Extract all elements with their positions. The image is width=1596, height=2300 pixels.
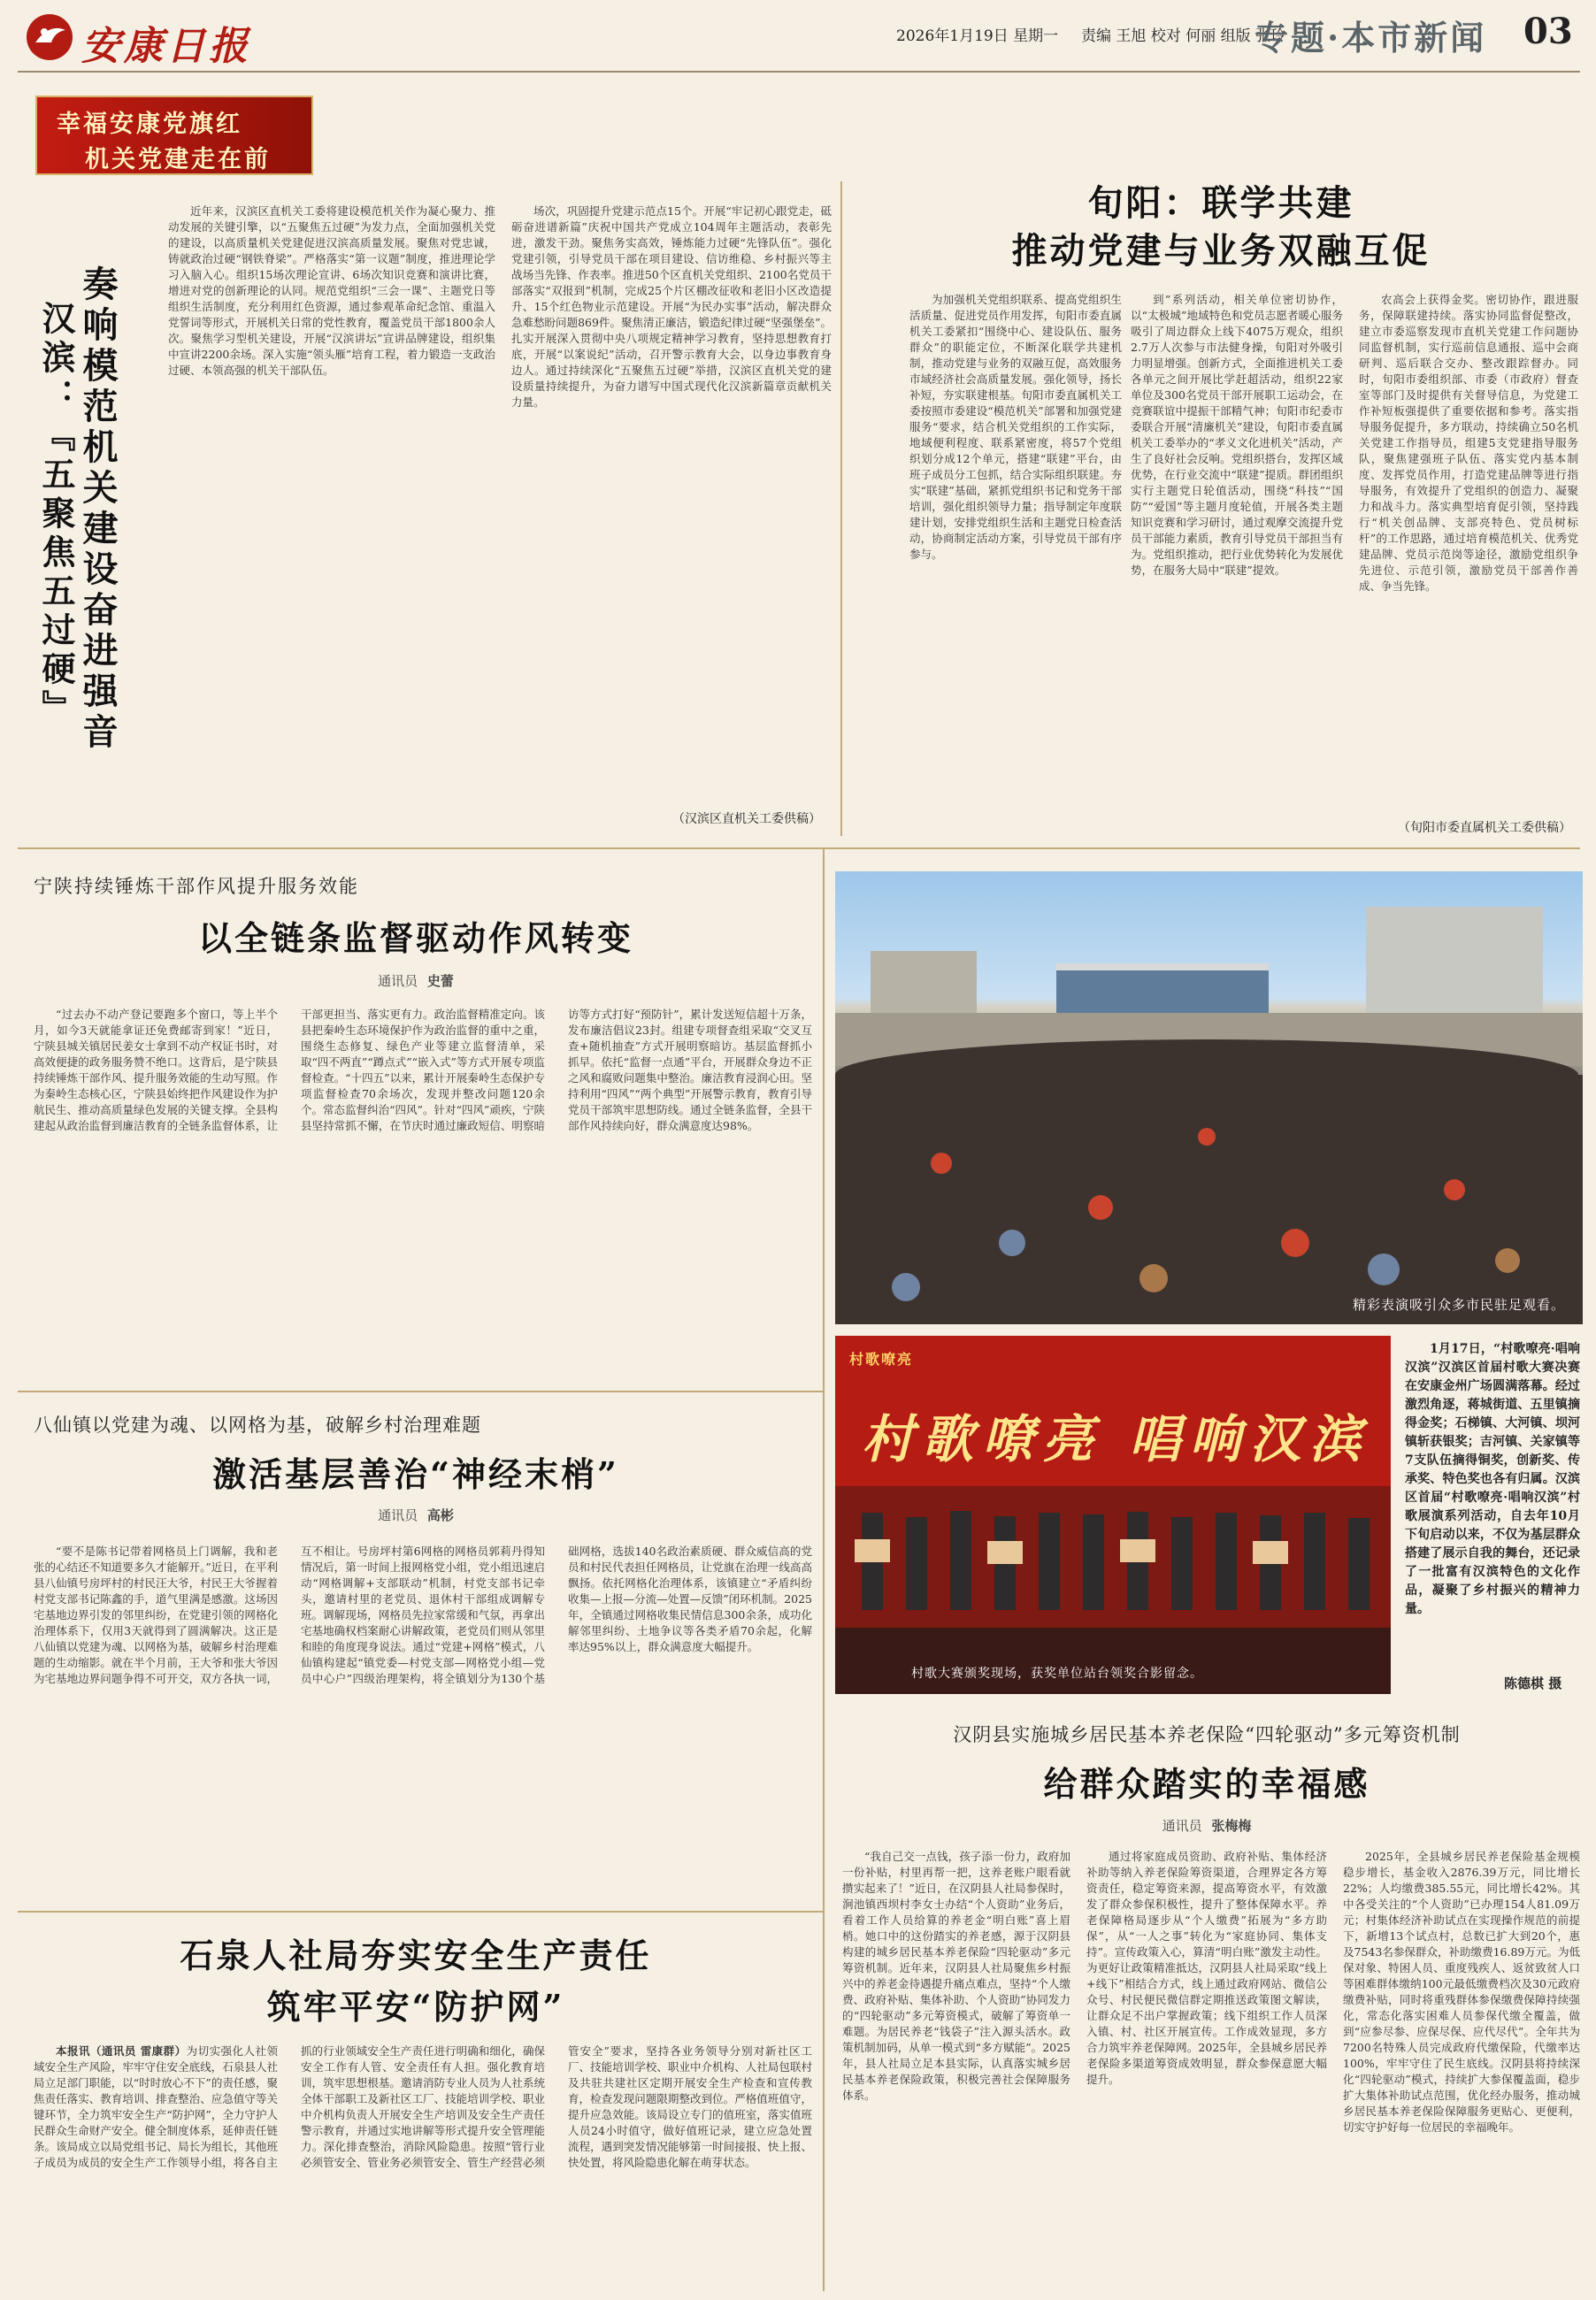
- article3-body: [34, 1007, 812, 1378]
- article6-column-1: [842, 1849, 1070, 2284]
- photo-caption-text: 1月17日，“村歌嘹亮·唱响汉滨”汉滨区首届村歌大赛决赛在安康金州广场圆满落幕。经过激烈角逐，蒋城街道、五里镇摘得金奖；石梯镇、大河镇、坝河镇斩获银奖；吉河镇、关家镇等7支队伍摘得铜奖，创新奖、传承奖、特色奖也各有归属。汉滨区首届“村歌嘹亮·唱响汉滨”村歌展演系列活动，自去年10月下旬启动以来，不仅为基层群众搭建了展示自我的舞台，还记录了一批富有汉滨特色的文化作品，凝聚了乡村振兴的精神力量。: [1405, 1342, 1580, 1616]
- crowd-scene-icon: [835, 871, 1583, 1324]
- article3-kicker: 宁陕持续锤炼干部作风提升服务效能: [34, 876, 359, 897]
- article6-text-2: 通过将家庭成员资助、政府补贴、集体经济补助等纳入养老保险筹资渠道，合理界定各方筹资责任，稳定筹资来源，提高筹资水平，有效激发了群众参保积极性，提升了整体保障水平。养老保障格局逐步从“个人缴费”拓展为“多方助保”，从“一人之事”转化为“家庭协同、集体支持”。宣传政策入心，算清“明白账”激发主动性。为更好让政策精准抵达，汉阴县人社局采取“线上+线下”相结合方式，线上通过政府网站、微信公众号、村民便民微信群定期推送政策图文解读，让群众足不出户掌握政策；线下组织工作人员深入镇、村、社区开展宣传。工作成效显现，多方合力筑牢养老保障网。2025年，全县城乡居民养老保险多渠道筹资成效明显，群众参保意愿大幅提升。: [1086, 1850, 1327, 2086]
- article1-column-1: [168, 203, 495, 836]
- article2-title-line1: 旬阳：联学共建: [1087, 182, 1354, 224]
- article5-body: [34, 2043, 812, 2287]
- article4-byline: [18, 1506, 814, 1524]
- article1-title: 奏响模范机关建设奋进强音: [77, 265, 119, 754]
- vertical-divider-bottom: [823, 849, 825, 2291]
- article2-title-line2: 推动党建与业务双融互促: [1011, 230, 1431, 272]
- article6-text-3: 2025年，全县城乡居民养老保险基金规模稳步增长，基金收入2876.39万元，同比增长22%；人均缴费385.55元，同比增长42%。其中各受关注的“个人资助”已办理154人81.09万元；村集体经济补助试点在实现操作规范的前提下，新增13个试点村，总数已扩大到20个，惠及7543名参保群众，补助缴费16.89万元。为低保对象、特困人员、重度残疾人、返贫致贫人口等困难群体缴纳100元最低缴费档次及30元政府缴费补贴，同时将重残群体参保缴费保障持续强化，常态化落实困难人员参保代缴全覆盖，做到“应参尽参、应保尽保、应代尽代”。全年共为7200名特殊人员完成政府代缴保险，代缴率达100%，牢牢守住了民生底线。汉阴县将持续深化“四轮驱动”模式，持续扩大参保覆盖面，稳步扩大集体补助试点范围，优化经办服务，推动城乡居民基本养老保险保障服务更贴心、更便利，切实守护好每一位居民的幸福晚年。: [1343, 1850, 1580, 2134]
- article1-subtitle: 汉滨：『五聚焦五过硬』: [36, 301, 76, 729]
- article5-title-line2: 筑牢平安“防护网”: [266, 1987, 565, 2027]
- article5-paragraph: [34, 2043, 812, 2171]
- article6-text-1: “我自己交一点钱，孩子添一份力，政府加一份补贴，村里再帮一把，这养老账户眼看就攒实起来了！”近日，在汉阴县人社局参保时，涧池镇西坝村李女士办结“个人资助”业务后，看着工作人员给算的养老金“明白账”喜上眉梢。她口中的这份踏实的养老感，源于汉阴县构建的城乡居民基本养老保险“四轮驱动”多元筹资机制。近年来，汉阴县人社局聚焦乡村振兴中的养老金待遇提升痛点难点，坚持“个人缴费、政府补贴、集体补助、个人资助”协同发力的“四轮驱动”多元筹资模式，破解了筹资单一难题。为居民养老“钱袋子”注入源头活水。政策机制加码，从单一模式到“多方赋能”。2025年，县人社局立足本县实际，认真落实城乡居民基本养老保险政策，积极完善社会保障服务体系。: [842, 1850, 1070, 2102]
- date-line: 2026年1月19日 星期一: [896, 27, 1059, 45]
- article5-text: 为切实强化人社领域安全生产风险，牢牢守住安全底线，石泉县人社局立足部门职能，以“时时放心不下”的责任感，聚焦责任落实、教育培训、排查整治、应急值守等关键环节，全力筑牢安全生产“防护网”，全力守护人民群众生命财产安全。健全制度体系，延伸责任链条。该局成立以局党组书记、局长为组长，其他班子成员为成员的安全生产工作领导小组，将各自主抓的行业领域安全生产责任进行明确和细化，确保安全工作有人管、安全责任有人担。强化教育培训，筑牢思想根基。邀请消防专业人员为人社系统全体干部职工及新社区工厂、技能培训学校、职业中介机构负责人开展安全生产培训及安全生产责任警示教育，并通过实地讲解等形式提升安全管理能力。深化排查整治，消除风险隐患。按照“管行业必须管安全、管业务必须管安全、管生产经营必须管安全”要求，坚持各业务领导分别对新社区工厂、技能培训学校、职业中介机构、人社局包联村及共驻共建社区定期开展安全生产检查和宣传教育，检查发现问题限期整改到位。严格值班值守，提升应急效能。该局设立专门的值班室，落实值班人员24小时值守，做好值班记录，建立应急处置流程，遇到突发情况能够第一时间接报、快上报、快处置，将风险隐患化解在萌芽状态。: [34, 2044, 812, 2169]
- article4-text: “要不是陈书记带着网格员上门调解，我和老张的心结还不知道要多久才能解开。”近日，在平利县八仙镇号房坪村的村民汪大爷，村民王大爷握着村党支部书记陈鑫的手，道气里满是感激。这场因宅基地边界引发的邻里纠纷，在党建引领的网格化治理体系下，仅用3天就得到了圆满解决。这正是八仙镇以党建为魂、以网格为基，破解乡村治理难题的生动缩影。就在半个月前，王大爷和张大爷因为宅基地边界问题争得不可开交，双方各执一词，互不相让。号房坪村第6网格的网格员郭莉丹得知情况后，第一时间上报网格党小组，党小组迅速启动“网格调解+支部联动”机制，村党支部书记牵头，邀请村里的老党员、退休村干部组成调解专班。调解现场，网格员先拉家常缓和气氛，再拿出宅基地确权档案耐心讲解政策，老党员们则从邻里和睦的角度现身说法。通过“党建+网格”模式，八仙镇构建起“镇党委—村党支部—网格党小组—党员中心户”四级治理架构，将全镇划分为130个基础网格，选拔140名政治素质硬、群众威信高的党员和村民代表担任网格员，让党旗在治理一线高高飘扬。依托网格化治理体系，该镇建立“矛盾纠纷收集—上报—分流—处置—反馈”闭环机制。2025年，全镇通过网格收集民情信息300余条，成功化解邻里纠纷、土地争议等各类矛盾70余起，化解率达95%以上，群众满意度大幅提升。: [34, 1545, 812, 1685]
- newspaper-logo: [25, 12, 264, 69]
- article2-text-3: 农高会上获得金奖。密切协作，跟进服务，保障联建持续。落实协同监督促整改，建立市委巡察发现市直机关党建工作问题协同监督机制，实行巡前信息通报、巡中会商研判、巡后联合交办、整改跟踪督办。同时，旬阳市委组织部、市委（市政府）督查室等部门及时提供有关督导信息，为党建工作补短板强提供了重要依据和参考。落实指导服务促提升，多方联动，持续确立50名机关党建工作指导员，组建5支党建指导服务队，聚焦建强班子队伍、落实党内基本制度、发挥党员作用，打造党建品牌等进行指导服务，有效提升了党组织的创造力、凝聚力和战斗力。落实典型培育促引领，坚持践行“机关创品牌、支部亮特色、党员树标杆”的工作思路，通过培育模范机关、优秀党建品牌、党员示范岗等途径，激励党组织争先进位、示范引领，激励党员干部善作善成、争当先锋。: [1359, 293, 1578, 593]
- article5-title-line1: 石泉人社局夯实安全生产责任: [180, 1936, 652, 1975]
- horizontal-divider-3: [18, 1911, 825, 1913]
- article2-credit: （旬阳市委直属机关工委供稿）: [1398, 821, 1571, 835]
- article6-byline-label: 通讯员: [1162, 1818, 1202, 1834]
- logo-text: 安康日报: [81, 24, 251, 69]
- award-people-icon: [835, 1336, 1391, 1694]
- horizontal-divider-2: [18, 1391, 825, 1392]
- article6-title: 给群众踏实的幸福感: [1043, 1764, 1370, 1804]
- photo-caption-photographer: 陈德棋 摄: [1504, 1675, 1562, 1691]
- article3-title: 以全链条监督驱动作风转变: [197, 918, 633, 958]
- vertical-divider-top: [840, 181, 842, 836]
- photo-caption-box: [1405, 1340, 1580, 1671]
- banner-line1: 幸福安康党旗红: [57, 111, 242, 138]
- stage-sign-text: 村歌嘹亮 唱响汉滨: [862, 1409, 1370, 1469]
- article6-column-2: [1086, 1849, 1327, 2284]
- article2-column-2: [1131, 292, 1343, 840]
- article1-credit: （汉滨区直机关工委供稿）: [672, 812, 821, 826]
- article6-kicker: 汉阴县实施城乡居民基本养老保险“四轮驱动”多元筹资机制: [953, 1724, 1461, 1745]
- article4-title: 激活基层善治“神经末梢”: [212, 1454, 619, 1494]
- masthead: [0, 0, 1596, 71]
- article6-column-3: [1343, 1849, 1580, 2284]
- stage-sign-small: 村歌嘹亮: [849, 1351, 914, 1368]
- article2-text-1: 为加强机关党组织联系、提高党组织生活质量、促进党员作用发挥，旬阳市委直属机关工委紧扣“围绕中心、建设队伍、服务群众”的职能定位，不断深化联学共建机制，推动党建与业务的双融互促，高效服务市域经济社会高质量发展。强化领导，扬长补短，夯实联建根基。旬阳市委直属机关工委按照市委建设“模范机关”部署和加强党建服务“要求，结合机关党组织的工作实际，地域便利程度、联系紧密度，将57个党组织划分成12个单元，搭建“联建”平台，由班子成员分工包抓，结合实际组织联建。夯实“联建”基础，紧抓党组织书记和党务干部培训，强化组织领导力量；指导制定年度联建计划，安排党组织生活和主题党日检查活动，协商制定活动方案，引导党员干部有序参与。: [909, 293, 1122, 561]
- article4-byline-name: 高彬: [426, 1507, 454, 1523]
- photo-crowd: [835, 871, 1583, 1324]
- article6-byline: [835, 1816, 1578, 1835]
- editor-line: 责编 王旭 校对 何丽 组版 张玲: [1081, 27, 1286, 45]
- article5-lead: 本报讯（通讯员 雷康群）: [56, 2044, 187, 2058]
- article3-byline: [18, 971, 814, 990]
- photo2-caption: 村歌大赛颁奖现场，获奖单位站台领奖合影留念。: [911, 1667, 1203, 1681]
- page-number: 03: [1523, 11, 1573, 52]
- masthead-divider: [18, 71, 1580, 73]
- article3-byline-name: 史蕾: [426, 973, 454, 989]
- article6-byline-name: 张梅梅: [1211, 1818, 1252, 1834]
- article1-text-1: 近年来，汉滨区直机关工委将建设模范机关作为凝心聚力、推动发展的关键引擎，以“五聚焦五过硬”为发力点，全面加强机关党的建设，以高质量机关党建促进汉滨高质量发展。聚焦对党忠诚，铸就政治过硬“钢铁脊梁”。严格落实“第一议题”制度，推进理论学习入脑入心。组织15场次理论宣讲、6场次知识竞赛和演讲比赛，增进对党的创新理论的认同。规范党组织“三会一课”、主题党日等组织生活制度，充分利用红色资源，通过参观革命纪念馆、重温入党誓词等形式，开展机关日常的党性教育，覆盖党员干部1800余人次。聚焦学习型机关建设，开展“汉滨讲坛”宣讲品牌建设，组织集中宣讲2200余场。深入实施“领头雁”培育工程，着力锻造一支政治过硬、本领高强的机关干部队伍。: [168, 204, 495, 377]
- photo1-caption: 精彩表演吸引众多市民驻足观看。: [1352, 1297, 1565, 1313]
- section-name: 专题·本市新闻: [1255, 18, 1487, 58]
- article1-column-2: [511, 203, 832, 805]
- article3-text: “过去办不动产登记要跑多个窗口，等上半个月，如今3天就能拿证还免费邮寄到家！”近日，宁陕县城关镇居民姜女士拿到不动产权证书时，对高效便捷的政务服务赞不绝口。这背后，是宁陕县持续锤炼干部作风、提升服务效能的生动写照。作为秦岭生态核心区，宁陕县始终把作风建设作为护航民生、推动高质量绿色发展的关键支撑。全县构建起从政治监督到廉洁教育的全链条监督体系，让干部更担当、落实更有力。政治监督精准定向。该县把秦岭生态环境保护作为政治监督的重中之重，围绕生态修复、绿色产业等建立监督清单，采取“四不两直”“蹲点式”“嵌入式”等方式开展专项监督检查。“十四五”以来，累计开展秦岭生态保护专项监督检查70余场次，发现并整改问题120余个。常态监督纠治“四风”。针对“四风”顽疾，宁陕县坚持常抓不懈，在节庆时通过廉政短信、明察暗访等方式打好“预防针”，累计发送短信超十万条，发布廉洁倡议23封。组建专项督查组采取“交叉互查+随机抽查”方式开展明察暗访。基层监督抓小抓早。依托“监督一点通”平台，开展群众身边不正之风和腐败问题集中整治。廉洁教育浸润心田。坚持利用“四风”“两个典型”开展警示教育，教育引导党员干部筑牢思想防线。通过全链条监督，全县干部作风持续向好，群众满意度达98%。: [34, 1008, 812, 1132]
- logo-emblem-icon: [25, 12, 74, 62]
- banner-line2: 机关党建走在前: [85, 146, 271, 173]
- article4-kicker: 八仙镇以党建为魂、以网格为基，破解乡村治理难题: [34, 1414, 481, 1436]
- article2-text-2: 到”系列活动，相关单位密切协作，以“太极城”地域特色和党员志愿者暖心服务吸引了周边群众上线下4075万观众，组织2.7万人次参与市法健身操，旬阳对外吸引力明显增强。创新方式，全面推进机关工委各单元之间开展比学赶超活动，组织22家单位及300名党员干部开展职工运动会，在竞赛联谊中提振干部精气神；旬阳市纪委市委联合开展“清廉机关”建设，旬阳市委直属机关工委举办的“孝义文化进机关”活动，产生了良好社会反响。党组织搭台，发挥区域优势，在行业交流中“联建”提质。群团组织实行主题党日轮值活动，围绕“科技”“国防”“爱国”等主题月度轮值，开展各类主题知识竞赛和学习研讨，通过观摩交流提升党员干部能力素质，教育引导党员干部担当有为。党组织推动，把行业优势转化为发展优势，在服务大局中“联建”提效。: [1131, 293, 1343, 577]
- article2-column-1: [909, 292, 1122, 840]
- article3-byline-label: 通讯员: [378, 973, 418, 989]
- article4-body: [34, 1544, 812, 1906]
- article4-byline-label: 通讯员: [378, 1507, 418, 1523]
- horizontal-divider-1: [18, 847, 1580, 849]
- photo-award-stage: [835, 1336, 1391, 1694]
- article1-text-2: 场次，巩固提升党建示范点15个。开展“牢记初心跟党走，砥砺奋进谱新篇”庆祝中国共产党成立104周年主题活动，表彰先进，激发干劲。聚焦务实高效，锤炼能力过硬“先锋队伍”。强化党建引领，引导党员干部在项目建设、信访维稳、乡村振兴等主战场当先锋、作表率。推进50个区直机关党组织、2100名党员干部落实“双报到”机制，完成25个片区棚改征收和老旧小区改造提升、15个红色物业示范建设。开展“为民办实事”活动，解决群众急难愁盼问题869件。聚焦清正廉洁，锻造纪律过硬“坚强堡垒”。扎实开展深入贯彻中央八项规定精神学习教育，坚持思想教育打底，开展“以案说纪”活动，召开警示教育大会，以身边事教育身边人。通过持续深化“五聚焦五过硬”举措，汉滨区直机关党的建设质量持续提升，为奋力谱写中国式现代化汉滨新篇章贡献机关力量。: [511, 204, 832, 409]
- article2-column-3: [1359, 292, 1578, 818]
- section-banner: [35, 96, 313, 175]
